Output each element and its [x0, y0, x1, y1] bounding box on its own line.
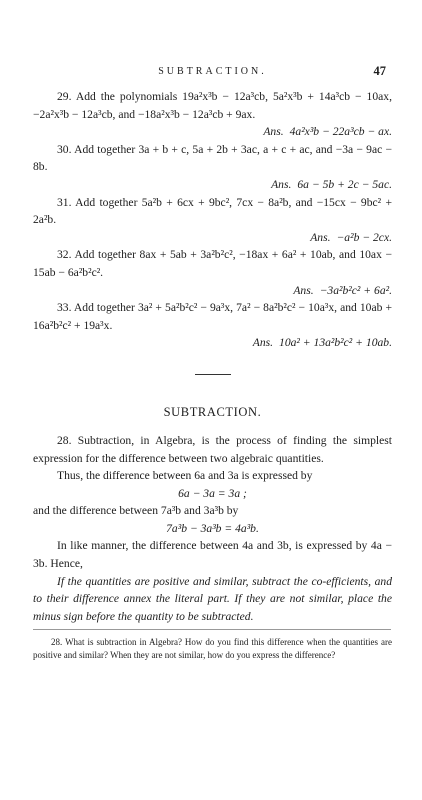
exercise-number: 29. [57, 90, 72, 103]
like-manner-paragraph: In like manner, the difference between 4a and 3b, is expressed by 4a − 3b. Hence, [33, 539, 392, 571]
exercise-text: Add together 5a²b + 6cx + 9bc², 7cx − 8a²b, and −15cx − 9bc² + 2a²b. [33, 195, 392, 227]
exercise-answer [33, 176, 392, 194]
equation-1: 6a − 3a = 3a ; [178, 486, 247, 500]
footnote-divider [33, 629, 391, 630]
running-head-title: SUBTRACTION. [158, 66, 267, 77]
exercise-31 [33, 194, 392, 247]
exercise-text: Add the polynomials 19a²x³b − 12a³cb, 5a²x³b + 14a³cb − 10ax, −2a²x³b − 12a³cb, and −18a²x³b − 12a³cb + 9ax. [33, 90, 392, 121]
exercise-answer [33, 334, 392, 352]
answer-value: 10a² + 13a²b²c² + 10ab. [279, 336, 392, 350]
exercise-answer [33, 123, 392, 141]
exercise-number: 33. [57, 301, 72, 315]
section-divider [195, 374, 231, 375]
answer-label: Ans. [271, 177, 292, 191]
exercise-29 [33, 88, 392, 141]
exercise-number: 31. [57, 195, 72, 209]
exercise-answer [33, 229, 392, 247]
exercise-32 [33, 246, 392, 299]
page-number: 47 [373, 64, 386, 78]
exercise-text: Add together 3a² + 5a²b²c² − 9a³x, 7a² − 8a²b²c² − 10a³x, and 10ab + 16a²b²c² + 19a³x. [33, 301, 392, 332]
footnote: 28. What is subtraction in Algebra? How do you find this difference when the quantities are positive and similar? When they are not similar, how do you express the difference? [33, 637, 392, 661]
thus-paragraph: Thus, the difference between 6a and 3a is expressed by [57, 469, 313, 483]
section-title: SUBTRACTION. [163, 404, 262, 419]
equation-2: 7a³b − 3a³b = 4a³b. [166, 521, 259, 535]
exercise-answer [33, 282, 392, 300]
answer-label: Ans. [252, 336, 274, 350]
exercise-33 [33, 299, 392, 352]
answer-value: −a²b − 2cx. [336, 230, 392, 244]
answer-value: 6a − 5b + 2c − 5ac. [297, 177, 392, 191]
exercise-text: Add together 3a + b + c, 5a + 2b + 3ac, a + c + ac, and −3a − 9ac − 8b. [33, 142, 392, 174]
answer-label: Ans. [263, 125, 284, 139]
and-paragraph: and the difference between 7a³b and 3a³b by [33, 504, 239, 518]
definition-paragraph: 28. Subtraction, in Algebra, is the process of finding the simplest expression for the difference between two algebraic quantities. [33, 433, 392, 465]
exercise-number: 32. [57, 248, 72, 262]
exercise-30 [33, 141, 392, 194]
answer-label: Ans. [310, 230, 331, 244]
rule-paragraph: If the quantities are positive and similar, subtract the co-efficients, and to their difference annex the literal part. If they are not similar, place the minus sign before the quantity to be subtracted. [33, 574, 392, 623]
answer-value: −3a²b²c² + 6a². [319, 283, 392, 297]
exercise-text: Add together 8ax + 5ab + 3a²b²c², −18ax + 6a² + 10ab, and 10ax − 15ab − 6a²b²c². [33, 248, 392, 279]
answer-value: 4a²x³b − 22a³cb − ax. [289, 125, 392, 139]
answer-label: Ans. [293, 283, 314, 297]
exercise-list [33, 88, 392, 352]
book-page [0, 66, 422, 800]
exercise-number: 30. [57, 142, 72, 156]
running-head [33, 66, 392, 88]
